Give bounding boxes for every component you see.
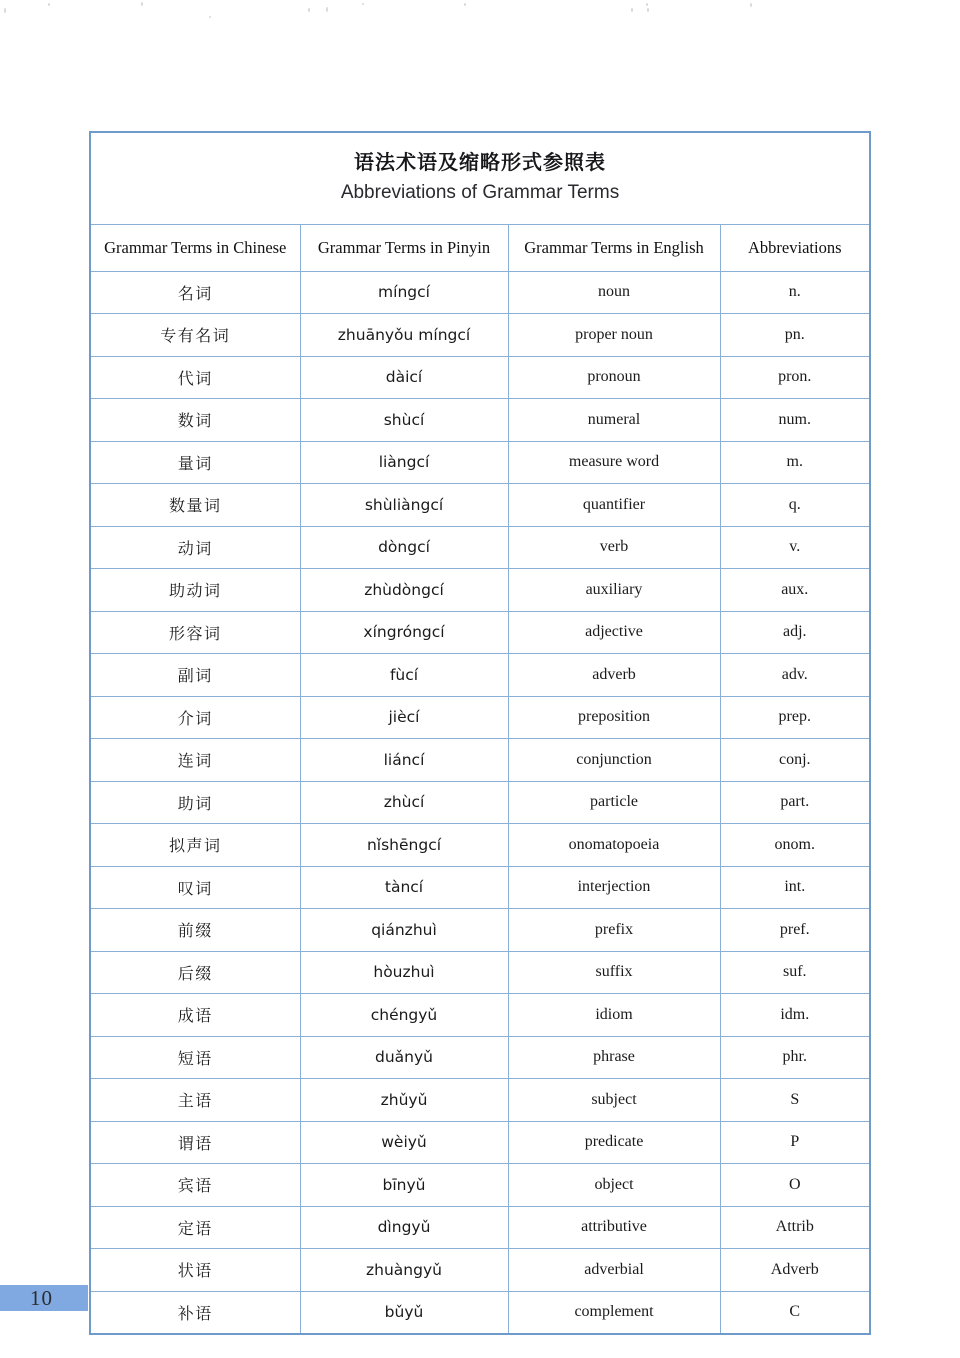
- cell-english: numeral: [508, 399, 720, 442]
- column-header-abbreviations: Abbreviations: [720, 224, 870, 271]
- table-title-row: [90, 132, 870, 224]
- cell-pinyin: liàngcí: [300, 441, 508, 484]
- table-body: [90, 271, 870, 1334]
- table-row: [90, 781, 870, 824]
- cell-abbreviation: prep.: [720, 696, 870, 739]
- cell-chinese: 代词: [90, 356, 300, 399]
- cell-abbreviation: suf.: [720, 951, 870, 994]
- cell-chinese: 叹词: [90, 866, 300, 909]
- table-row: [90, 909, 870, 952]
- cell-abbreviation: O: [720, 1164, 870, 1207]
- cell-chinese: 短语: [90, 1036, 300, 1079]
- table-row: [90, 1164, 870, 1207]
- cell-pinyin: hòuzhuì: [300, 951, 508, 994]
- cell-abbreviation: C: [720, 1291, 870, 1334]
- cell-pinyin: dìngyǔ: [300, 1206, 508, 1249]
- cell-chinese: 后缀: [90, 951, 300, 994]
- table-row: [90, 1291, 870, 1334]
- cell-chinese: 助词: [90, 781, 300, 824]
- cell-abbreviation: idm.: [720, 994, 870, 1037]
- table-column-header-row: [90, 224, 870, 271]
- cell-english: quantifier: [508, 484, 720, 527]
- cell-english: adjective: [508, 611, 720, 654]
- cell-abbreviation: S: [720, 1079, 870, 1122]
- cell-chinese: 成语: [90, 994, 300, 1037]
- cell-pinyin: dàicí: [300, 356, 508, 399]
- cell-pinyin: tàncí: [300, 866, 508, 909]
- cell-abbreviation: int.: [720, 866, 870, 909]
- cell-english: noun: [508, 271, 720, 314]
- cell-chinese: 动词: [90, 526, 300, 569]
- cell-pinyin: zhǔyǔ: [300, 1079, 508, 1122]
- cell-english: conjunction: [508, 739, 720, 782]
- table-row: [90, 654, 870, 697]
- cell-pinyin: fùcí: [300, 654, 508, 697]
- cell-abbreviation: num.: [720, 399, 870, 442]
- cell-abbreviation: part.: [720, 781, 870, 824]
- cell-abbreviation: q.: [720, 484, 870, 527]
- cell-abbreviation: adv.: [720, 654, 870, 697]
- cell-abbreviation: aux.: [720, 569, 870, 612]
- table-title-english: Abbreviations of Grammar Terms: [340, 182, 620, 203]
- cell-chinese: 助动词: [90, 569, 300, 612]
- table-row: [90, 866, 870, 909]
- cell-chinese: 谓语: [90, 1121, 300, 1164]
- cell-english: adverbial: [508, 1249, 720, 1292]
- cell-chinese: 拟声词: [90, 824, 300, 867]
- table-row: [90, 484, 870, 527]
- cell-english: object: [508, 1164, 720, 1207]
- table-row: [90, 569, 870, 612]
- cell-pinyin: míngcí: [300, 271, 508, 314]
- cell-english: prefix: [508, 909, 720, 952]
- scan-noise-artifacts: [0, 0, 960, 70]
- cell-abbreviation: m.: [720, 441, 870, 484]
- grammar-terms-table-container: [89, 131, 869, 1335]
- table-row: [90, 441, 870, 484]
- cell-english: attributive: [508, 1206, 720, 1249]
- cell-pinyin: zhuānyǒu míngcí: [300, 314, 508, 357]
- table-row: [90, 271, 870, 314]
- cell-pinyin: zhùcí: [300, 781, 508, 824]
- cell-chinese: 补语: [90, 1291, 300, 1334]
- cell-pinyin: xíngróngcí: [300, 611, 508, 654]
- cell-chinese: 形容词: [90, 611, 300, 654]
- cell-pinyin: shùliàngcí: [300, 484, 508, 527]
- cell-pinyin: wèiyǔ: [300, 1121, 508, 1164]
- cell-english: auxiliary: [508, 569, 720, 612]
- cell-abbreviation: conj.: [720, 739, 870, 782]
- cell-pinyin: bīnyǔ: [300, 1164, 508, 1207]
- cell-chinese: 状语: [90, 1249, 300, 1292]
- cell-english: complement: [508, 1291, 720, 1334]
- cell-abbreviation: pron.: [720, 356, 870, 399]
- table-row: [90, 1079, 870, 1122]
- cell-english: predicate: [508, 1121, 720, 1164]
- cell-abbreviation: pref.: [720, 909, 870, 952]
- cell-pinyin: bǔyǔ: [300, 1291, 508, 1334]
- cell-english: subject: [508, 1079, 720, 1122]
- table-row: [90, 611, 870, 654]
- cell-chinese: 连词: [90, 739, 300, 782]
- page-number: 10: [30, 1286, 53, 1310]
- cell-english: idiom: [508, 994, 720, 1037]
- table-row: [90, 739, 870, 782]
- cell-chinese: 宾语: [90, 1164, 300, 1207]
- table-title-chinese: 语法术语及缩略形式参照表: [354, 150, 607, 174]
- cell-english: interjection: [508, 866, 720, 909]
- table-row: [90, 951, 870, 994]
- column-header-pinyin: Grammar Terms in Pinyin: [300, 224, 508, 271]
- cell-abbreviation: phr.: [720, 1036, 870, 1079]
- cell-abbreviation: Attrib: [720, 1206, 870, 1249]
- cell-abbreviation: adj.: [720, 611, 870, 654]
- table-row: [90, 1206, 870, 1249]
- table-row: [90, 696, 870, 739]
- cell-chinese: 前缀: [90, 909, 300, 952]
- cell-abbreviation: pn.: [720, 314, 870, 357]
- column-header-chinese: Grammar Terms in Chinese: [90, 224, 300, 271]
- cell-english: verb: [508, 526, 720, 569]
- cell-english: preposition: [508, 696, 720, 739]
- table-row: [90, 994, 870, 1037]
- cell-chinese: 专有名词: [90, 314, 300, 357]
- table-row: [90, 399, 870, 442]
- cell-chinese: 主语: [90, 1079, 300, 1122]
- cell-english: suffix: [508, 951, 720, 994]
- table-row: [90, 824, 870, 867]
- cell-abbreviation: v.: [720, 526, 870, 569]
- cell-pinyin: zhùdòngcí: [300, 569, 508, 612]
- cell-pinyin: jiècí: [300, 696, 508, 739]
- cell-english: onomatopoeia: [508, 824, 720, 867]
- cell-chinese: 副词: [90, 654, 300, 697]
- cell-pinyin: dòngcí: [300, 526, 508, 569]
- cell-chinese: 介词: [90, 696, 300, 739]
- cell-chinese: 名词: [90, 271, 300, 314]
- table-row: [90, 314, 870, 357]
- table-row: [90, 1036, 870, 1079]
- table-row: [90, 526, 870, 569]
- cell-pinyin: shùcí: [300, 399, 508, 442]
- cell-chinese: 数词: [90, 399, 300, 442]
- cell-chinese: 定语: [90, 1206, 300, 1249]
- cell-english: adverb: [508, 654, 720, 697]
- table-title-cell: [90, 132, 870, 224]
- table-row: [90, 356, 870, 399]
- cell-pinyin: chéngyǔ: [300, 994, 508, 1037]
- table-row: [90, 1249, 870, 1292]
- cell-abbreviation: n.: [720, 271, 870, 314]
- cell-english: measure word: [508, 441, 720, 484]
- cell-english: proper noun: [508, 314, 720, 357]
- cell-abbreviation: P: [720, 1121, 870, 1164]
- cell-pinyin: liáncí: [300, 739, 508, 782]
- cell-abbreviation: Adverb: [720, 1249, 870, 1292]
- cell-english: particle: [508, 781, 720, 824]
- table-row: [90, 1121, 870, 1164]
- cell-pinyin: nǐshēngcí: [300, 824, 508, 867]
- cell-english: pronoun: [508, 356, 720, 399]
- cell-pinyin: qiánzhuì: [300, 909, 508, 952]
- cell-chinese: 数量词: [90, 484, 300, 527]
- cell-chinese: 量词: [90, 441, 300, 484]
- cell-abbreviation: onom.: [720, 824, 870, 867]
- cell-english: phrase: [508, 1036, 720, 1079]
- grammar-terms-table: [89, 131, 871, 1335]
- cell-pinyin: zhuàngyǔ: [300, 1249, 508, 1292]
- cell-pinyin: duǎnyǔ: [300, 1036, 508, 1079]
- column-header-english: Grammar Terms in English: [508, 224, 720, 271]
